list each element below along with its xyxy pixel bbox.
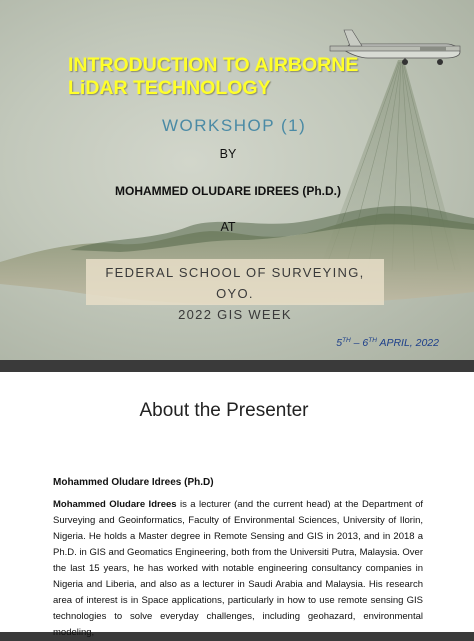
- presentation-title: [68, 54, 398, 100]
- bio-text: is a lecturer (and the current head) at the Department of Surveying and Geoinformatics, Faculty of Environmental Sciences, University of Ilorin, Nigeria. He holds a Master degree in Remote Sensing and GIS in 2013, and in 2018 a Ph.D. in GIS and Geomatics Engineering, both from the Universiti Putra, Malaysia. Over the last 15 years, he has worked with notable engineering consultancy companies in Nigeria and Liberia, and also as a lecturer in Saudi Arabia and Malaysia. His research area of interest is in Space applications, particularly in how to use remote sensing GIS technologies to solve everyday challenges, including geohazard, environmental modeling,: [53, 499, 423, 638]
- venue-box: [86, 259, 384, 322]
- at-label: AT: [220, 220, 236, 234]
- presenter-name: MOHAMMED OLUDARE IDREES (Ph.D.): [115, 184, 341, 198]
- workshop-subtitle: WORKSHOP (1): [162, 116, 307, 135]
- about-title: About the Presenter: [139, 400, 309, 421]
- bio-name: Mohammed Oludare Idrees: [53, 499, 177, 510]
- date-suffix-1: TH: [342, 337, 351, 344]
- date-separator: – 6: [350, 337, 369, 349]
- venue-line-2: 2022 GIS WEEK: [178, 307, 292, 322]
- presenter-bio: [53, 497, 423, 641]
- date-day-1: 5: [336, 337, 343, 349]
- presenter-heading: Mohammed Oludare Idrees (Ph.D): [53, 477, 214, 488]
- about-slide: [0, 372, 474, 638]
- venue-line-1: FEDERAL SCHOOL OF SURVEYING, OYO.: [105, 265, 365, 301]
- by-label: BY: [219, 147, 237, 161]
- title-line-2: LiDAR TECHNOLOGY: [68, 77, 271, 99]
- workshop-date: [336, 337, 439, 349]
- title-line-1: INTRODUCTION TO AIRBORNE: [68, 54, 359, 76]
- date-rest: APRIL, 2022: [376, 337, 439, 349]
- date-suffix-2: TH: [368, 337, 377, 344]
